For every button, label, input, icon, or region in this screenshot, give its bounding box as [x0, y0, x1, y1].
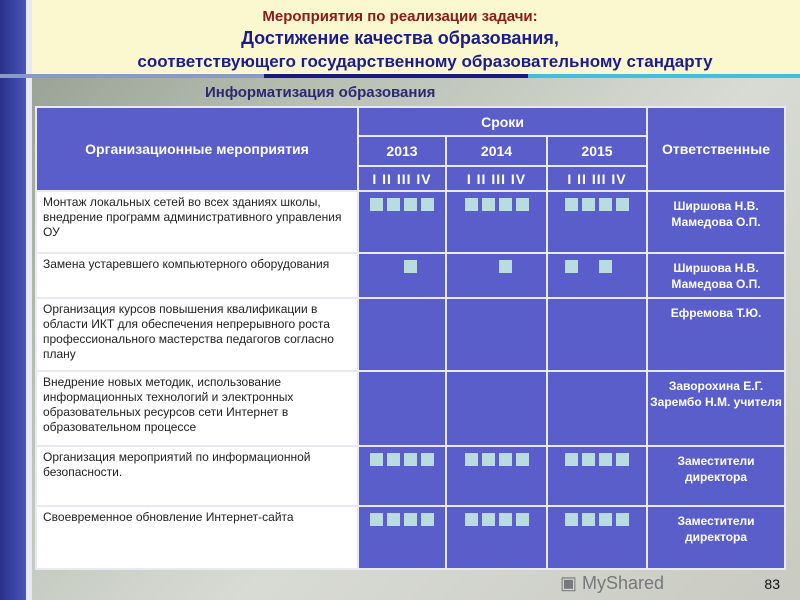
- scheduled-mark: [404, 260, 417, 273]
- empty-mark: [599, 378, 612, 391]
- schedule-cell: [446, 446, 547, 506]
- header-activities: Организационные мероприятия: [36, 107, 358, 191]
- empty-mark: [616, 260, 629, 273]
- empty-mark: [387, 305, 400, 318]
- empty-mark: [499, 378, 512, 391]
- activity-cell: Организация курсов повышения квалификации в области ИКТ для обеспечения непрерывного роста профессионального мастерства педагогов согласно плану: [36, 298, 358, 371]
- schedule-cell: [446, 371, 547, 446]
- scheduled-mark: [582, 453, 595, 466]
- scheduled-mark: [565, 453, 578, 466]
- schedule-cell: [358, 371, 446, 446]
- empty-mark: [565, 305, 578, 318]
- schedule-cell: [446, 253, 547, 298]
- schedule-cell: [547, 253, 647, 298]
- title-line2: Достижение качества образования,: [241, 28, 559, 48]
- table-row: [36, 191, 785, 253]
- scheduled-mark: [421, 513, 434, 526]
- schedule-cell: [547, 298, 647, 371]
- scheduled-mark: [499, 198, 512, 211]
- scheduled-mark: [421, 198, 434, 211]
- scheduled-mark: [516, 513, 529, 526]
- responsible-cell: Ширшова Н.В. Мамедова О.П.: [647, 191, 785, 253]
- scheduled-mark: [387, 453, 400, 466]
- scheduled-mark: [599, 260, 612, 273]
- scheduled-mark: [482, 198, 495, 211]
- empty-mark: [482, 305, 495, 318]
- responsible-cell: Ефремова Т.Ю.: [647, 298, 785, 371]
- empty-mark: [465, 305, 478, 318]
- schedule-cell: [547, 446, 647, 506]
- scheduled-mark: [370, 513, 383, 526]
- left-stripe-accent: [26, 0, 32, 600]
- scheduled-mark: [482, 513, 495, 526]
- header-year: 2013: [358, 136, 446, 166]
- empty-mark: [516, 305, 529, 318]
- empty-mark: [565, 378, 578, 391]
- empty-mark: [516, 378, 529, 391]
- scheduled-mark: [616, 513, 629, 526]
- schedule-cell: [358, 191, 446, 253]
- scheduled-mark: [387, 198, 400, 211]
- schedule-cell: [446, 506, 547, 569]
- activity-cell: Внедрение новых методик, использование информационных технологий и электронных образовательных ресурсов сети Интернет в образовательном процессе: [36, 371, 358, 446]
- activity-cell: Замена устаревшего компьютерного оборудования: [36, 253, 358, 298]
- section-subtitle: Информатизация образования: [205, 84, 436, 101]
- table-row: [36, 253, 785, 298]
- page-number: 83: [764, 576, 780, 592]
- empty-mark: [616, 305, 629, 318]
- scheduled-mark: [465, 453, 478, 466]
- scheduled-mark: [465, 513, 478, 526]
- scheduled-mark: [404, 513, 417, 526]
- activities-table: [35, 106, 786, 570]
- empty-mark: [482, 260, 495, 273]
- header-terms: Сроки: [358, 107, 647, 136]
- scheduled-mark: [582, 513, 595, 526]
- scheduled-mark: [616, 198, 629, 211]
- empty-mark: [516, 260, 529, 273]
- header-year: 2014: [446, 136, 547, 166]
- empty-mark: [421, 260, 434, 273]
- schedule-cell: [446, 298, 547, 371]
- title-divider: [0, 74, 800, 78]
- title-line3: соответствующего государственному образовательному стандарту: [137, 52, 713, 71]
- empty-mark: [499, 305, 512, 318]
- activity-cell: Монтаж локальных сетей во всех зданиях школы, внедрение программ административного управления ОУ: [36, 191, 358, 253]
- empty-mark: [616, 378, 629, 391]
- empty-mark: [387, 378, 400, 391]
- responsible-cell: Ширшова Н.В. Мамедова О.П.: [647, 253, 785, 298]
- empty-mark: [421, 305, 434, 318]
- watermark-logo: [560, 572, 664, 594]
- empty-mark: [421, 378, 434, 391]
- empty-mark: [465, 378, 478, 391]
- schedule-cell: [358, 506, 446, 569]
- responsible-cell: Заместители директора: [647, 446, 785, 506]
- scheduled-mark: [616, 453, 629, 466]
- scheduled-mark: [565, 260, 578, 273]
- scheduled-mark: [582, 198, 595, 211]
- header-quarters: I II III IV: [547, 166, 647, 191]
- table-row: [36, 446, 785, 506]
- empty-mark: [582, 260, 595, 273]
- empty-mark: [404, 378, 417, 391]
- activity-cell: Организация мероприятий по информационной безопасности.: [36, 446, 358, 506]
- schedule-cell: [547, 191, 647, 253]
- empty-mark: [404, 305, 417, 318]
- scheduled-mark: [465, 198, 478, 211]
- scheduled-mark: [499, 260, 512, 273]
- schedule-cell: [358, 298, 446, 371]
- table-row: [36, 506, 785, 569]
- schedule-cell: [358, 253, 446, 298]
- scheduled-mark: [404, 198, 417, 211]
- title-line1: Мероприятия по реализации задачи:: [262, 8, 538, 25]
- empty-mark: [482, 378, 495, 391]
- header-responsible: Ответственные: [647, 107, 785, 191]
- scheduled-mark: [421, 453, 434, 466]
- header-quarters: I II III IV: [358, 166, 446, 191]
- watermark-text: MyShared: [582, 573, 665, 593]
- empty-mark: [582, 378, 595, 391]
- schedule-cell: [547, 371, 647, 446]
- scheduled-mark: [516, 453, 529, 466]
- schedule-cell: [547, 506, 647, 569]
- empty-mark: [465, 260, 478, 273]
- scheduled-mark: [370, 198, 383, 211]
- left-stripe: [0, 0, 26, 600]
- scheduled-mark: [516, 198, 529, 211]
- scheduled-mark: [565, 513, 578, 526]
- empty-mark: [370, 378, 383, 391]
- schedule-cell: [446, 191, 547, 253]
- table-row: [36, 371, 785, 446]
- empty-mark: [370, 305, 383, 318]
- activity-cell: Своевременное обновление Интернет-сайта: [36, 506, 358, 569]
- scheduled-mark: [370, 453, 383, 466]
- scheduled-mark: [599, 198, 612, 211]
- scheduled-mark: [482, 453, 495, 466]
- empty-mark: [387, 260, 400, 273]
- schedule-cell: [358, 446, 446, 506]
- responsible-cell: Заместители директора: [647, 506, 785, 569]
- scheduled-mark: [499, 453, 512, 466]
- empty-mark: [582, 305, 595, 318]
- table-row: [36, 298, 785, 371]
- header-quarters: I II III IV: [446, 166, 547, 191]
- scheduled-mark: [499, 513, 512, 526]
- empty-mark: [599, 305, 612, 318]
- header-year: 2015: [547, 136, 647, 166]
- scheduled-mark: [599, 453, 612, 466]
- scheduled-mark: [599, 513, 612, 526]
- empty-mark: [370, 260, 383, 273]
- scheduled-mark: [404, 453, 417, 466]
- scheduled-mark: [387, 513, 400, 526]
- scheduled-mark: [565, 198, 578, 211]
- responsible-cell: Заворохина Е.Г. Зарембо Н.М. учителя: [647, 371, 785, 446]
- watermark-icon: ▣: [560, 573, 583, 593]
